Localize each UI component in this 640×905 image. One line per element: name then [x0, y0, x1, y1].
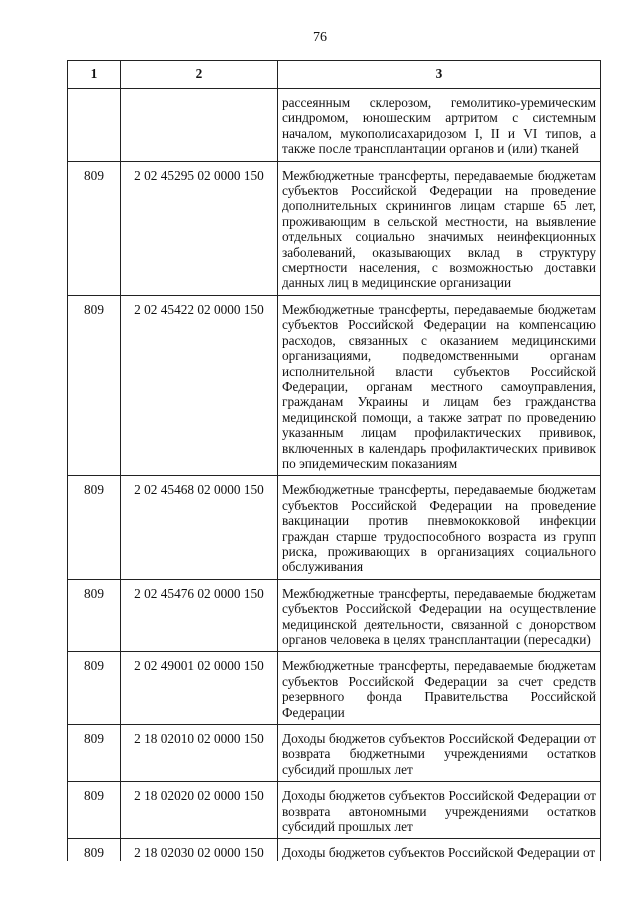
description-cell: рассеянным склерозом, гемолитико-уремическим синдромом, юношеским артритом с системным началом, мукополисахаридозом I, II и VI типов, а также после трансплантации органов и (или) тканей: [278, 89, 601, 162]
admin-code-cell: 809: [68, 295, 121, 475]
description-cell: Доходы бюджетов субъектов Российской Федерации от: [278, 839, 601, 861]
table-row: [68, 579, 601, 652]
budget-code-cell: 2 18 02030 02 0000 150: [121, 839, 278, 861]
description-cell: Межбюджетные трансферты, передаваемые бюджетам субъектов Российской Федерации за счет средств резервного фонда Правительства Российской Федерации: [278, 652, 601, 725]
description-cell: Межбюджетные трансферты, передаваемые бюджетам субъектов Российской Федерации на проведение вакцинации против пневмококковой инфекции граждан старше трудоспособного возраста из групп риска, проживающих в организациях социального обслуживания: [278, 476, 601, 579]
budget-code-cell: 2 18 02010 02 0000 150: [121, 725, 278, 782]
admin-code-cell: 809: [68, 476, 121, 579]
budget-code-cell: 2 02 49001 02 0000 150: [121, 652, 278, 725]
table-row: [68, 839, 601, 861]
budget-code-cell: 2 18 02020 02 0000 150: [121, 782, 278, 839]
admin-code-cell: [68, 89, 121, 162]
budget-code-cell: 2 02 45422 02 0000 150: [121, 295, 278, 475]
table-row: [68, 782, 601, 839]
table-header-row: [68, 61, 601, 89]
budget-code-cell: [121, 89, 278, 162]
table-row: [68, 161, 601, 295]
table-row: [68, 652, 601, 725]
description-cell: Доходы бюджетов субъектов Российской Федерации от возврата бюджетными учреждениями остатков субсидий прошлых лет: [278, 725, 601, 782]
table-row: [68, 725, 601, 782]
column-header-3: 3: [278, 61, 601, 89]
admin-code-cell: 809: [68, 652, 121, 725]
description-cell: Межбюджетные трансферты, передаваемые бюджетам субъектов Российской Федерации на проведение дополнительных скринингов лицам старше 65 лет, проживающим в сельской местности, на выявление отдельных социально значимых неинфекционных заболеваний, оказывающих вклад в структуру смертности населения, с возможностью доставки данных лиц в медицинские организации: [278, 161, 601, 295]
budget-code-cell: 2 02 45468 02 0000 150: [121, 476, 278, 579]
column-header-1: 1: [68, 61, 121, 89]
description-cell: Межбюджетные трансферты, передаваемые бюджетам субъектов Российской Федерации на компенсацию расходов, связанных с оказанием медицинскими организациями, подведомственными органам исполнительной власти субъектов Российской Федерации, органам местного самоуправления, гражданам Украины и лицам без гражданства медицинской помощи, а также затрат по проведению указанным лицам профилактических прививок, включенных в календарь профилактических прививок по эпидемическим показаниям: [278, 295, 601, 475]
admin-code-cell: 809: [68, 782, 121, 839]
table-row: [68, 295, 601, 475]
column-header-2: 2: [121, 61, 278, 89]
admin-code-cell: 809: [68, 579, 121, 652]
budget-code-cell: 2 02 45476 02 0000 150: [121, 579, 278, 652]
admin-code-cell: 809: [68, 725, 121, 782]
description-cell: Межбюджетные трансферты, передаваемые бюджетам субъектов Российской Федерации на осуществление медицинской деятельности, связанной с донорством органов человека в целях трансплантации (пересадки): [278, 579, 601, 652]
table-row: [68, 476, 601, 579]
admin-code-cell: 809: [68, 161, 121, 295]
table-row: [68, 89, 601, 162]
admin-code-cell: 809: [68, 839, 121, 861]
budget-code-cell: 2 02 45295 02 0000 150: [121, 161, 278, 295]
description-cell: Доходы бюджетов субъектов Российской Федерации от возврата автономными учреждениями остатков субсидий прошлых лет: [278, 782, 601, 839]
page-number: 76: [313, 30, 327, 45]
budget-codes-table: [67, 60, 601, 861]
